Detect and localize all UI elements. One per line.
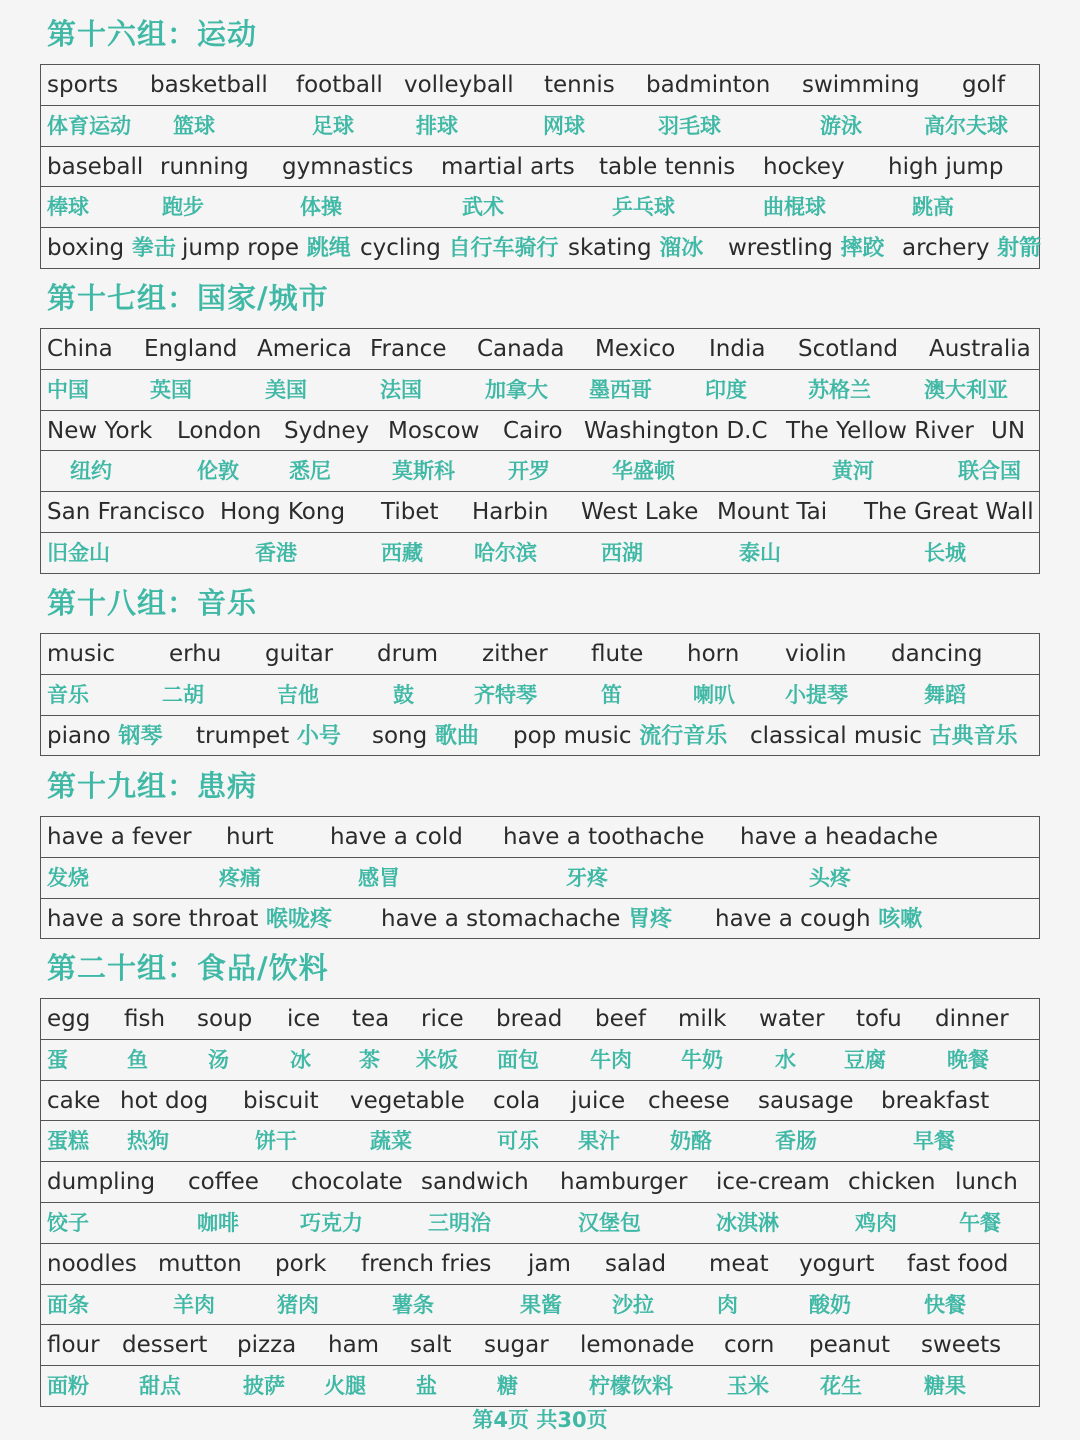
vocab-chinese: 头疼 <box>809 865 851 890</box>
vocab-english: boxing <box>47 235 125 262</box>
vocab-english: ham <box>328 1332 380 1359</box>
vocab-pair <box>47 228 176 268</box>
vocab-chinese: 摔跤 <box>832 236 885 262</box>
vocab-english: cola <box>493 1087 541 1114</box>
vocab-chinese: 中国 <box>47 377 89 402</box>
vocab-chinese: 花生 <box>820 1374 862 1399</box>
vocab-english: table tennis <box>599 153 736 180</box>
vocab-english: erhu <box>169 641 222 667</box>
vocab-english: flour <box>47 1332 100 1359</box>
vocab-chinese: 联合国 <box>958 459 1021 484</box>
vocab-english: high jump <box>888 153 1004 180</box>
vocab-english: dumpling <box>47 1169 156 1196</box>
vocab-chinese: 蛋糕 <box>47 1129 89 1154</box>
vocab-chinese: 跳绳 <box>299 236 351 262</box>
vocab-english: juice <box>571 1087 626 1114</box>
vocab-chinese: 钢琴 <box>110 723 163 749</box>
vocab-chinese: 面包 <box>497 1047 539 1072</box>
vocab-pair <box>47 716 162 756</box>
vocab-english: song <box>372 722 428 749</box>
vocab-english: India <box>709 336 766 362</box>
vocab-row <box>40 715 1040 757</box>
vocab-english: cake <box>47 1087 101 1114</box>
vocab-row <box>40 1243 1040 1284</box>
vocab-chinese: 开罗 <box>508 459 550 484</box>
vocab-chinese: 歌曲 <box>427 723 479 749</box>
vocab-chinese: 火腿 <box>324 1374 366 1399</box>
vocab-chinese: 咖啡 <box>197 1211 239 1235</box>
vocab-pair <box>568 228 703 268</box>
vocab-english: Sydney <box>284 417 370 444</box>
vocab-chinese: 热狗 <box>127 1129 169 1154</box>
vocab-chinese: 墨西哥 <box>589 377 652 402</box>
vocab-chinese: 甜点 <box>139 1374 181 1399</box>
vocab-pair <box>902 228 1041 268</box>
vocab-english: China <box>47 336 113 362</box>
section-title: 第十七组：国家/城市 <box>47 281 329 315</box>
vocab-english: horn <box>687 641 740 667</box>
vocab-chinese: 华盛顿 <box>612 459 675 484</box>
vocab-english: golf <box>962 72 1006 98</box>
vocab-chinese: 小提琴 <box>785 682 848 707</box>
vocab-row <box>40 1284 1040 1325</box>
vocab-chinese: 香港 <box>255 541 297 565</box>
vocab-chinese: 篮球 <box>173 113 215 138</box>
vocab-row <box>40 898 1040 940</box>
vocab-chinese: 快餐 <box>924 1292 966 1317</box>
vocab-chinese: 饺子 <box>47 1211 89 1235</box>
vocab-chinese: 音乐 <box>47 682 89 707</box>
vocab-english: dancing <box>891 641 983 667</box>
vocab-english: breakfast <box>881 1087 990 1114</box>
vocab-chinese: 射箭 <box>989 236 1042 262</box>
vocab-row <box>40 816 1040 857</box>
vocab-chinese: 泰山 <box>739 541 781 565</box>
vocab-chinese: 悉尼 <box>289 459 331 484</box>
vocab-english: dinner <box>935 1006 1009 1032</box>
vocab-english: Cairo <box>503 417 563 444</box>
vocab-chinese: 西湖 <box>601 541 643 565</box>
vocab-english: London <box>177 417 262 444</box>
vocab-row <box>40 1324 1040 1365</box>
vocab-chinese: 溜冰 <box>651 236 704 262</box>
vocab-row <box>40 369 1040 410</box>
vocab-chinese: 加拿大 <box>485 377 548 402</box>
vocab-english: pop music <box>513 722 632 749</box>
vocab-english: Harbin <box>472 499 549 526</box>
vocab-english: have a headache <box>740 824 939 850</box>
vocab-row <box>40 1161 1040 1202</box>
vocab-chinese: 鸡肉 <box>855 1211 897 1235</box>
vocab-chinese: 莫斯科 <box>392 459 455 484</box>
vocab-english: music <box>47 641 116 667</box>
vocab-chinese: 茶 <box>359 1047 380 1072</box>
vocab-english: water <box>759 1006 825 1032</box>
vocab-row <box>40 1202 1040 1243</box>
vocab-english: cheese <box>648 1087 730 1114</box>
vocab-chinese: 酸奶 <box>809 1292 851 1317</box>
vocab-chinese: 曲棍球 <box>763 195 826 220</box>
vocab-row <box>40 1080 1040 1121</box>
vocab-english: flute <box>591 641 644 667</box>
vocab-chinese: 澳大利亚 <box>924 377 1008 402</box>
section-title: 第十八组：音乐 <box>47 586 258 620</box>
vocab-english: hurt <box>226 824 274 850</box>
vocab-row <box>40 450 1040 491</box>
vocab-chinese: 面条 <box>47 1292 89 1317</box>
vocab-chinese: 牛肉 <box>590 1047 632 1072</box>
vocab-row <box>40 633 1040 674</box>
vocab-row <box>40 491 1040 532</box>
vocab-row <box>40 227 1040 269</box>
vocab-row <box>40 998 1040 1039</box>
vocab-chinese: 披萨 <box>243 1374 285 1399</box>
vocab-english: football <box>296 72 383 98</box>
vocab-row <box>40 105 1040 146</box>
vocab-pair <box>196 716 341 756</box>
vocab-chinese: 巧克力 <box>300 1211 363 1235</box>
vocab-english: hockey <box>763 153 845 180</box>
vocab-chinese: 长城 <box>924 541 966 565</box>
vocab-english: sweets <box>921 1332 1002 1359</box>
vocab-english: have a toothache <box>503 824 705 850</box>
vocab-chinese: 喇叭 <box>693 682 735 707</box>
vocab-pair <box>513 716 727 756</box>
vocab-chinese: 米饭 <box>416 1047 458 1072</box>
vocab-english: badminton <box>646 72 771 98</box>
vocab-chinese: 果汁 <box>578 1129 620 1154</box>
vocab-english: vegetable <box>350 1087 465 1114</box>
vocab-row <box>40 1365 1040 1407</box>
vocab-chinese: 排球 <box>416 113 458 138</box>
vocab-row <box>40 532 1040 574</box>
vocab-chinese: 高尔夫球 <box>924 113 1008 138</box>
vocab-chinese: 豆腐 <box>844 1047 886 1072</box>
vocab-english: UN <box>991 417 1026 444</box>
vocab-chinese: 武术 <box>462 195 504 220</box>
vocab-english: coffee <box>188 1169 259 1196</box>
vocab-chinese: 羊肉 <box>173 1292 215 1317</box>
vocab-chinese: 棒球 <box>47 195 89 220</box>
vocab-english: tea <box>352 1006 390 1032</box>
vocab-chinese: 肉 <box>717 1292 738 1317</box>
vocab-chinese: 咳嗽 <box>870 906 923 932</box>
vocab-pair <box>750 716 1018 756</box>
vocab-chinese: 苏格兰 <box>808 377 871 402</box>
vocab-chinese: 奶酪 <box>670 1129 712 1154</box>
vocab-chinese: 旧金山 <box>47 541 110 565</box>
vocab-english: have a cold <box>330 824 463 850</box>
vocab-english: pizza <box>237 1332 297 1359</box>
vocab-row <box>40 674 1040 715</box>
vocab-english: sugar <box>484 1332 549 1359</box>
vocab-chinese: 蔬菜 <box>370 1129 412 1154</box>
vocab-english: lemonade <box>580 1332 695 1359</box>
vocab-english: wrestling <box>728 235 833 262</box>
vocab-chinese: 牙疼 <box>566 865 608 890</box>
vocab-english: salad <box>605 1250 667 1277</box>
vocab-english: martial arts <box>441 153 575 180</box>
vocab-english: Mexico <box>595 336 676 362</box>
vocab-chinese: 沙拉 <box>612 1292 654 1317</box>
vocab-english: dessert <box>122 1332 208 1359</box>
vocab-chinese: 汤 <box>208 1047 229 1072</box>
vocab-chinese: 可乐 <box>497 1129 539 1154</box>
vocab-chinese: 齐特琴 <box>474 682 537 707</box>
vocab-chinese: 喉咙疼 <box>258 906 333 932</box>
vocab-chinese: 柠檬饮料 <box>589 1374 673 1399</box>
vocab-english: pork <box>275 1250 327 1277</box>
vocab-english: sausage <box>758 1087 854 1114</box>
vocab-english: The Yellow River <box>786 417 974 444</box>
vocab-english: baseball <box>47 153 144 180</box>
vocab-chinese: 吉他 <box>277 682 319 707</box>
vocab-english: meat <box>709 1250 769 1277</box>
vocab-english: peanut <box>809 1332 891 1359</box>
vocab-english: Mount Tai <box>717 499 828 526</box>
vocab-english: hot dog <box>120 1087 209 1114</box>
vocab-row <box>40 328 1040 369</box>
page-footer: 第4页 共30页 <box>472 1408 608 1432</box>
vocab-chinese: 笛 <box>601 682 622 707</box>
vocab-english: Canada <box>477 336 565 362</box>
vocab-english: West Lake <box>581 499 699 526</box>
vocab-chinese: 纽约 <box>70 459 112 484</box>
vocab-english: beef <box>595 1006 646 1032</box>
vocab-english: sports <box>47 72 119 98</box>
vocab-english: sandwich <box>421 1169 529 1196</box>
vocab-english: noodles <box>47 1250 137 1277</box>
vocab-english: french fries <box>361 1250 492 1277</box>
vocab-pair <box>360 228 559 268</box>
vocab-chinese: 饼干 <box>255 1129 297 1154</box>
vocab-english: soup <box>197 1006 253 1032</box>
vocab-chinese: 流行音乐 <box>631 723 728 749</box>
vocab-row <box>40 1120 1040 1161</box>
vocab-chinese: 小号 <box>289 723 341 749</box>
vocab-english: have a fever <box>47 824 192 850</box>
vocab-english: France <box>370 336 447 362</box>
vocab-english: chicken <box>848 1169 936 1196</box>
vocab-chinese: 跳高 <box>912 195 954 220</box>
vocab-chinese: 体操 <box>300 195 342 220</box>
vocab-english: ice <box>287 1006 321 1032</box>
vocab-chinese: 冰 <box>290 1047 311 1072</box>
vocab-english: classical music <box>750 722 922 749</box>
vocab-english: mutton <box>158 1250 242 1277</box>
vocab-english: zither <box>482 641 548 667</box>
vocab-english: skating <box>568 235 652 262</box>
section-title: 第十九组：患病 <box>47 769 258 803</box>
vocab-chinese: 午餐 <box>959 1211 1001 1235</box>
section-title: 第二十组：食品/饮料 <box>47 951 329 985</box>
vocab-english: Hong Kong <box>220 499 346 526</box>
vocab-chinese: 早餐 <box>913 1129 955 1154</box>
vocab-row <box>40 186 1040 227</box>
vocab-english: San Francisco <box>47 499 206 526</box>
vocab-english: New York <box>47 417 153 444</box>
vocab-english: jam <box>528 1250 571 1277</box>
vocab-chinese: 感冒 <box>358 865 400 890</box>
vocab-chinese: 薯条 <box>392 1292 434 1317</box>
vocab-chinese: 盐 <box>416 1374 437 1399</box>
vocab-chinese: 鼓 <box>393 682 414 707</box>
vocab-english: basketball <box>150 72 268 98</box>
vocab-english: bread <box>496 1006 563 1032</box>
vocab-english: fast food <box>907 1250 1009 1277</box>
vocab-chinese: 羽毛球 <box>658 113 721 138</box>
vocab-row <box>40 410 1040 451</box>
vocab-row <box>40 857 1040 898</box>
vocab-chinese: 哈尔滨 <box>474 541 537 565</box>
vocab-chinese: 法国 <box>380 377 422 402</box>
vocab-english: biscuit <box>243 1087 319 1114</box>
vocab-chinese: 糖果 <box>924 1374 966 1399</box>
vocab-english: Australia <box>929 336 1031 362</box>
vocab-chinese: 果酱 <box>520 1292 562 1317</box>
vocab-english: Moscow <box>388 417 480 444</box>
vocab-chinese: 自行车骑行 <box>440 236 559 262</box>
vocab-english: running <box>160 153 249 180</box>
vocab-chinese: 黄河 <box>832 459 874 484</box>
vocab-chinese: 三明治 <box>428 1211 491 1235</box>
vocab-english: chocolate <box>291 1169 403 1196</box>
vocab-english: Tibet <box>381 499 439 526</box>
vocab-english: gymnastics <box>282 153 414 180</box>
vocab-english: swimming <box>802 72 920 98</box>
vocab-english: drum <box>377 641 439 667</box>
vocab-english: salt <box>410 1332 452 1359</box>
vocab-pair <box>715 899 922 939</box>
vocab-english: rice <box>421 1006 464 1032</box>
vocab-chinese: 猪肉 <box>277 1292 319 1317</box>
vocab-chinese: 西藏 <box>381 541 423 565</box>
vocab-chinese: 拳击 <box>124 236 176 262</box>
vocab-chinese: 玉米 <box>727 1374 769 1399</box>
vocab-row <box>40 146 1040 187</box>
vocab-english: America <box>257 336 352 362</box>
vocab-english: have a stomachache <box>381 905 621 932</box>
vocab-english: have a sore throat <box>47 905 259 932</box>
section-title: 第十六组：运动 <box>47 17 258 51</box>
vocab-chinese: 冰淇淋 <box>716 1211 779 1235</box>
vocab-chinese: 晚餐 <box>947 1047 989 1072</box>
vocab-chinese: 古典音乐 <box>921 723 1018 749</box>
vocab-english: milk <box>678 1006 727 1032</box>
vocab-english: piano <box>47 722 111 749</box>
vocab-chinese: 汉堡包 <box>578 1211 641 1235</box>
vocab-english: ice-cream <box>716 1169 830 1196</box>
vocab-english: cycling <box>360 235 441 262</box>
vocab-chinese: 二胡 <box>162 682 204 707</box>
vocab-english: The Great Wall <box>864 499 1034 526</box>
vocab-chinese: 乒乓球 <box>612 195 675 220</box>
vocab-english: fish <box>124 1006 166 1032</box>
vocab-chinese: 鱼 <box>127 1047 148 1072</box>
vocab-chinese: 游泳 <box>820 113 862 138</box>
vocab-chinese: 体育运动 <box>47 113 131 138</box>
vocab-english: England <box>144 336 238 362</box>
vocab-english: volleyball <box>404 72 514 98</box>
vocab-chinese: 面粉 <box>47 1374 89 1399</box>
vocab-row <box>40 64 1040 105</box>
vocab-chinese: 发烧 <box>47 865 89 890</box>
vocab-english: egg <box>47 1006 91 1032</box>
vocab-english: trumpet <box>196 722 290 749</box>
vocab-english: yogurt <box>799 1250 875 1277</box>
vocab-pair <box>182 228 351 268</box>
vocab-chinese: 英国 <box>150 377 192 402</box>
vocab-chinese: 足球 <box>312 113 354 138</box>
vocab-pair <box>372 716 479 756</box>
vocab-chinese: 香肠 <box>775 1129 817 1154</box>
vocab-english: tofu <box>856 1006 902 1032</box>
vocab-english: hamburger <box>560 1169 688 1196</box>
vocab-pair <box>728 228 885 268</box>
vocab-chinese: 跑步 <box>162 195 204 220</box>
vocab-chinese: 网球 <box>543 113 585 138</box>
vocab-chinese: 胃疼 <box>620 906 673 932</box>
vocab-chinese: 印度 <box>705 377 747 402</box>
vocab-english: have a cough <box>715 905 871 932</box>
vocab-english: guitar <box>265 641 334 667</box>
vocab-chinese: 美国 <box>265 377 307 402</box>
vocab-english: corn <box>724 1332 775 1359</box>
vocab-english: Scotland <box>798 336 898 362</box>
vocab-chinese: 伦敦 <box>197 459 239 484</box>
vocab-english: jump rope <box>182 235 300 262</box>
vocab-english: archery <box>902 235 990 262</box>
vocab-chinese: 疼痛 <box>219 865 261 890</box>
vocab-english: violin <box>785 641 847 667</box>
vocab-chinese: 牛奶 <box>681 1047 723 1072</box>
vocab-pair <box>381 899 672 939</box>
vocab-english: tennis <box>544 72 615 98</box>
vocab-english: Washington D.C <box>584 417 768 444</box>
vocab-chinese: 糖 <box>497 1374 518 1399</box>
vocab-chinese: 水 <box>775 1047 796 1072</box>
vocab-english: lunch <box>955 1169 1018 1196</box>
vocab-pair <box>47 899 332 939</box>
vocab-chinese: 舞蹈 <box>924 682 966 707</box>
vocab-row <box>40 1039 1040 1080</box>
vocab-chinese: 蛋 <box>47 1047 68 1072</box>
